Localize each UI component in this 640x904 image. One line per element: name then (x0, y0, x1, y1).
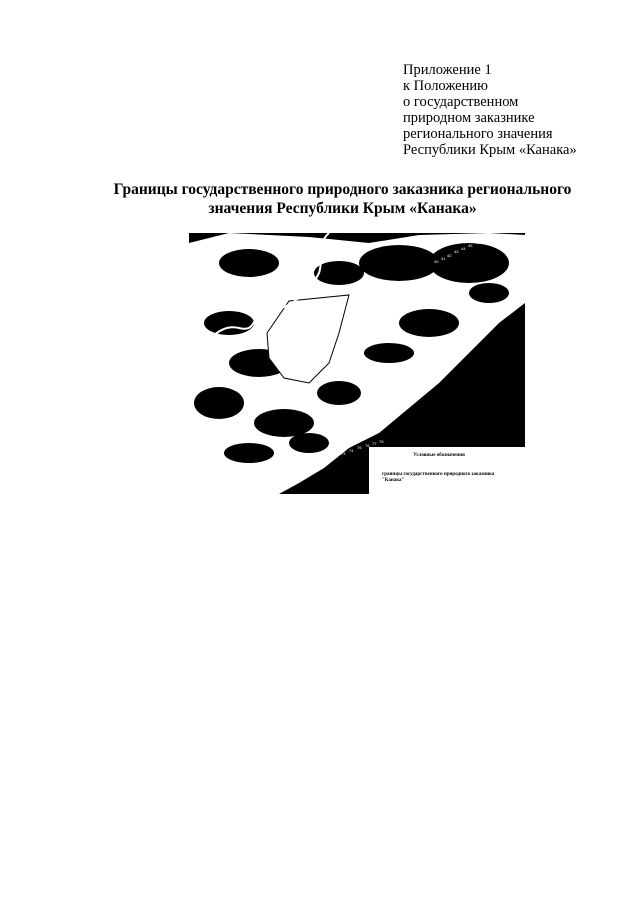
point-label: 46 (475, 240, 480, 245)
point-label: 77 (372, 441, 377, 446)
point-label: 73 (341, 451, 346, 456)
title-line: значения Республики Крым «Канака» (208, 200, 477, 217)
point-label: 72 (333, 454, 338, 459)
point-label: 66 (285, 481, 290, 486)
point-label: 45 (468, 243, 473, 248)
point-label: 75 (357, 445, 362, 450)
appendix-line: к Положению (403, 78, 488, 94)
point-label: 40 (434, 259, 439, 264)
point-label: 78 (379, 439, 384, 444)
point-label: 39 (372, 291, 377, 296)
point-label: 76 (365, 443, 370, 448)
document-title (70, 180, 615, 218)
appendix-line: Приложение 1 (403, 62, 492, 78)
point-label: 74 (349, 448, 354, 453)
point-label: 69 (309, 467, 314, 472)
boundary-map (189, 233, 525, 494)
point-label: 41 (441, 256, 446, 261)
point-label: 71 (325, 458, 330, 463)
point-label: 70 (317, 462, 322, 467)
point-label: 67 (293, 477, 298, 482)
map-legend (369, 447, 525, 494)
appendix-block (403, 62, 633, 158)
legend-item-text: границы государственного природного заказника (382, 472, 495, 477)
appendix-line: Республики Крым «Канака» (403, 142, 577, 158)
legend-item-text: "Канака" (382, 478, 405, 483)
legend-title: Условные обозначения (413, 453, 465, 458)
title-line: Границы государственного природного заказника регионального (113, 181, 572, 198)
legend-item (382, 472, 522, 484)
appendix-line: природном заказнике (403, 110, 535, 126)
point-label: 48 (487, 237, 492, 242)
point-label: 43 (454, 249, 459, 254)
point-label: 37 (379, 307, 384, 312)
appendix-line: регионального значения (403, 126, 553, 142)
point-label: 68 (301, 472, 306, 477)
point-label: 42 (447, 253, 452, 258)
appendix-line: о государственном (403, 94, 519, 110)
point-label: 44 (461, 246, 466, 251)
